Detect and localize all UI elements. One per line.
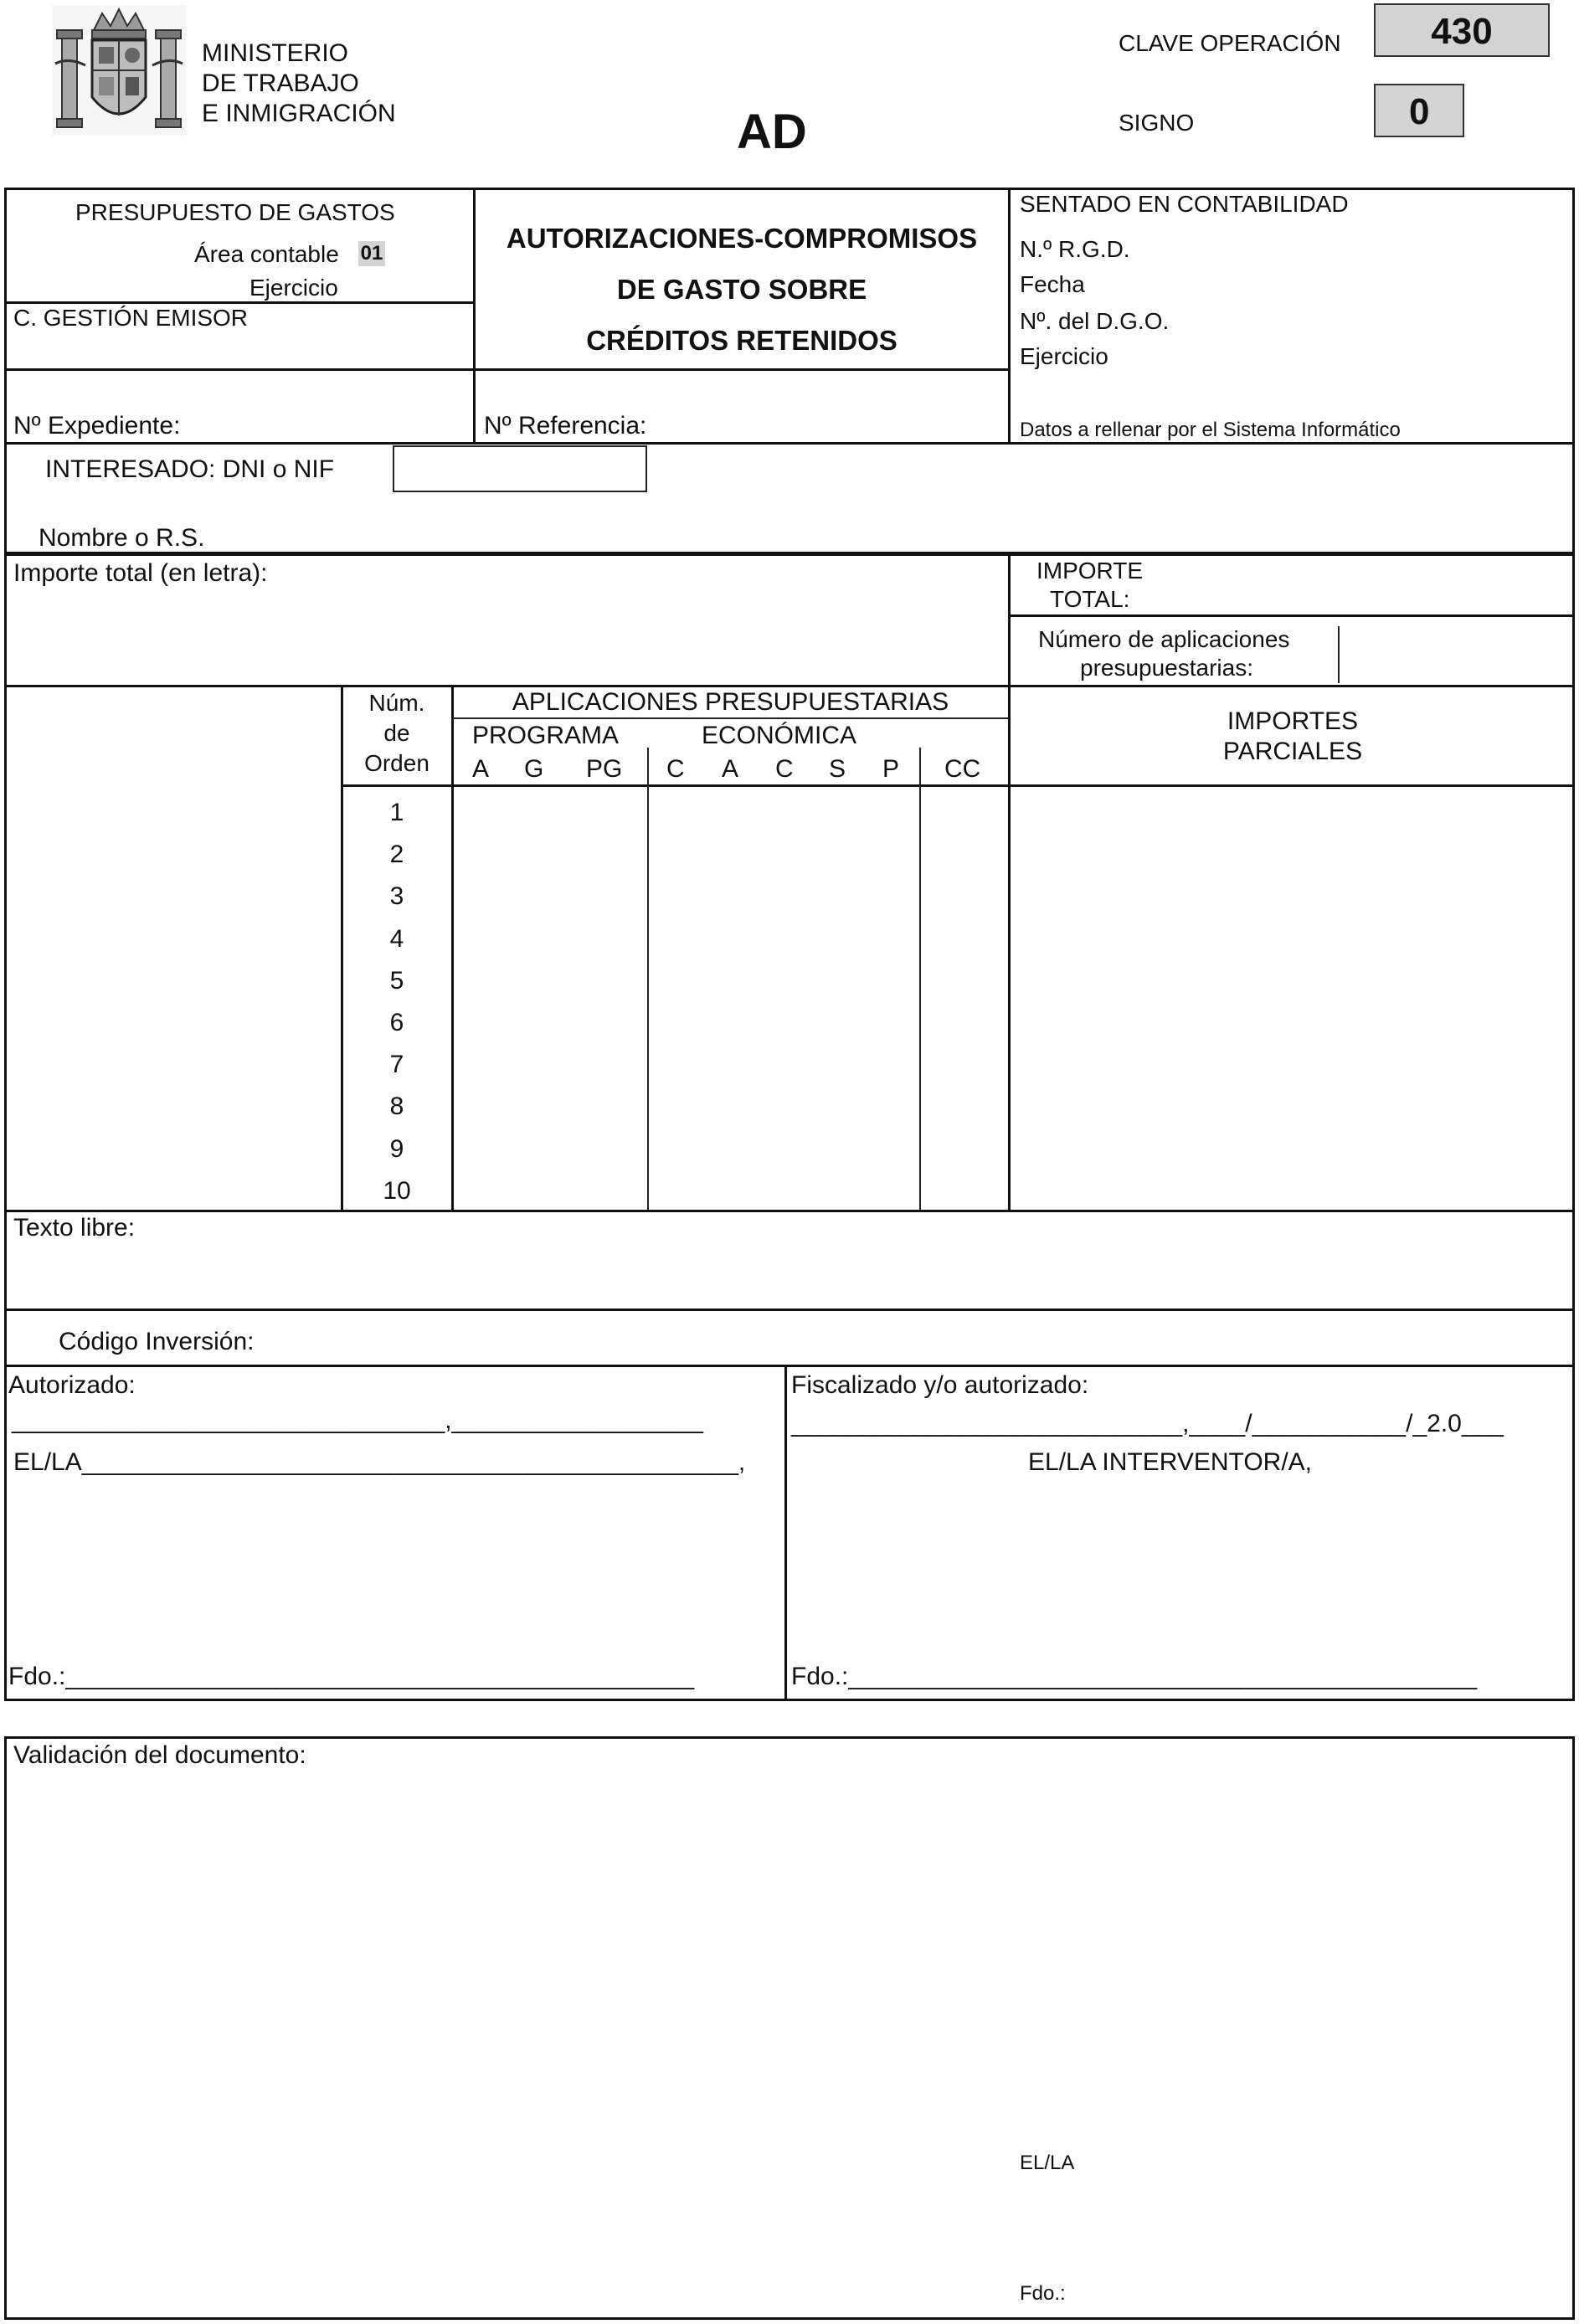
fiscalizado-label: Fiscalizado y/o autorizado: [791, 1371, 1089, 1399]
economica-header: ECONÓMICA [702, 722, 857, 749]
importes-line-1: IMPORTES [1227, 707, 1359, 735]
num-orden-line-1: Núm. [368, 690, 425, 716]
table-row: 5 [389, 966, 404, 995]
col-p-header: P [882, 755, 900, 783]
form-title-line-2: DE GASTO SOBRE [616, 274, 867, 305]
table-row: 4 [389, 924, 404, 953]
ministry-line-2: DE TRABAJO [202, 69, 359, 97]
validacion-label: Validación del documento: [13, 1741, 306, 1769]
num-aplicaciones-field[interactable] [1341, 626, 1567, 681]
ejercicio-label: Ejercicio [249, 275, 338, 301]
num-aplicaciones-label-2: presupuestarias: [1080, 655, 1254, 681]
table-row: 3 [389, 882, 404, 911]
autorizado-place-date-line: _______________________________,__________________ [12, 1406, 703, 1434]
aplicaciones-header: APLICACIONES PRESUPUESTARIAS [512, 688, 949, 716]
area-contable-value: 01 [358, 241, 385, 266]
interventor-label: EL/LA INTERVENTOR/A, [1028, 1448, 1313, 1476]
texto-libre-label: Texto libre: [13, 1214, 136, 1242]
table-row: 6 [389, 1009, 404, 1037]
row-numbers [343, 792, 450, 1212]
dni-field[interactable] [393, 445, 647, 492]
col-a-header: A [472, 755, 490, 783]
validacion-section [4, 1736, 1575, 2320]
col-pg-header: PG [586, 755, 623, 783]
gestion-emisor-label: C. GESTIÓN EMISOR [13, 305, 249, 331]
ministry-line-1: MINISTERIO [202, 39, 349, 67]
ministry-line-3: E INMIGRACIÓN [202, 100, 396, 127]
col-a2-header: A [722, 755, 739, 783]
dni-label: INTERESADO: DNI o NIF [45, 455, 335, 483]
clave-operacion-label: CLAVE OPERACIÓN [1119, 30, 1341, 56]
form-title-line-1: AUTORIZACIONES-COMPROMISOS [506, 223, 978, 254]
expediente-label: Nº Expediente: [13, 412, 181, 440]
col-g-header: G [524, 755, 544, 783]
table-row: 7 [389, 1051, 404, 1079]
validacion-el-la: EL/LA [1020, 2152, 1075, 2174]
codigo-inversion-label: Código Inversión: [59, 1328, 255, 1355]
col-s-header: S [829, 755, 846, 783]
fecha-label: Fecha [1020, 271, 1085, 297]
clave-operacion-value: 430 [1374, 3, 1550, 57]
dgo-label: Nº. del D.G.O. [1020, 308, 1170, 334]
table-row: 8 [389, 1093, 404, 1121]
form-title-line-3: CRÉDITOS RETENIDOS [586, 325, 898, 356]
importes-line-2: PARCIALES [1222, 738, 1363, 765]
sistema-note: Datos a rellenar por el Sistema Informático [1020, 419, 1401, 441]
area-contable-label: Área contable [194, 241, 339, 267]
ejercicio2-label: Ejercicio [1020, 343, 1108, 369]
signo-value: 0 [1374, 84, 1464, 137]
importe-letra-label: Importe total (en letra): [13, 559, 268, 587]
col-c-header: C [666, 755, 685, 783]
ministry-name [202, 39, 396, 129]
presupuesto-label: PRESUPUESTO DE GASTOS [75, 199, 395, 225]
num-orden-line-2: de [383, 720, 410, 746]
programa-header: PROGRAMA [472, 722, 620, 749]
table-row: 1 [389, 799, 404, 826]
num-aplicaciones-label-1: Número de aplicaciones [1038, 626, 1290, 652]
validacion-fdo: Fdo.: [1020, 2282, 1066, 2305]
col-cc-header: CC [944, 755, 981, 783]
importes-parciales-header [1011, 707, 1575, 767]
coat-of-arms-icon [52, 5, 186, 136]
nombre-label: Nombre o R.S. [39, 524, 205, 552]
table-row: 9 [389, 1134, 404, 1163]
autorizado-label: Autorizado: [8, 1371, 136, 1399]
fdo-right-line: Fdo.:_____________________________________________ [791, 1663, 1478, 1690]
signo-label: SIGNO [1119, 110, 1195, 136]
referencia-label: Nº Referencia: [484, 412, 647, 440]
importe-total-label-2: TOTAL: [1050, 586, 1130, 612]
autorizado-el-la-line: EL/LA_______________________________________________, [13, 1448, 746, 1476]
importe-total-label-1: IMPORTE [1036, 558, 1144, 584]
num-orden-header [343, 688, 450, 779]
num-orden-line-3: Orden [364, 750, 429, 776]
col-c2-header: C [775, 755, 794, 783]
fdo-left-line: Fdo.:_____________________________________________ [8, 1663, 695, 1690]
sentado-label: SENTADO EN CONTABILIDAD [1020, 191, 1349, 217]
form-code: AD [737, 105, 807, 159]
table-row: 2 [389, 841, 404, 869]
rgd-label: N.º R.G.D. [1020, 236, 1130, 262]
table-row: 10 [383, 1176, 411, 1205]
form-title [476, 213, 1008, 366]
fiscalizado-place-date-line: ____________________________,____/___________/_2.0___ [791, 1410, 1504, 1437]
texto-libre-section [4, 1210, 1575, 1311]
